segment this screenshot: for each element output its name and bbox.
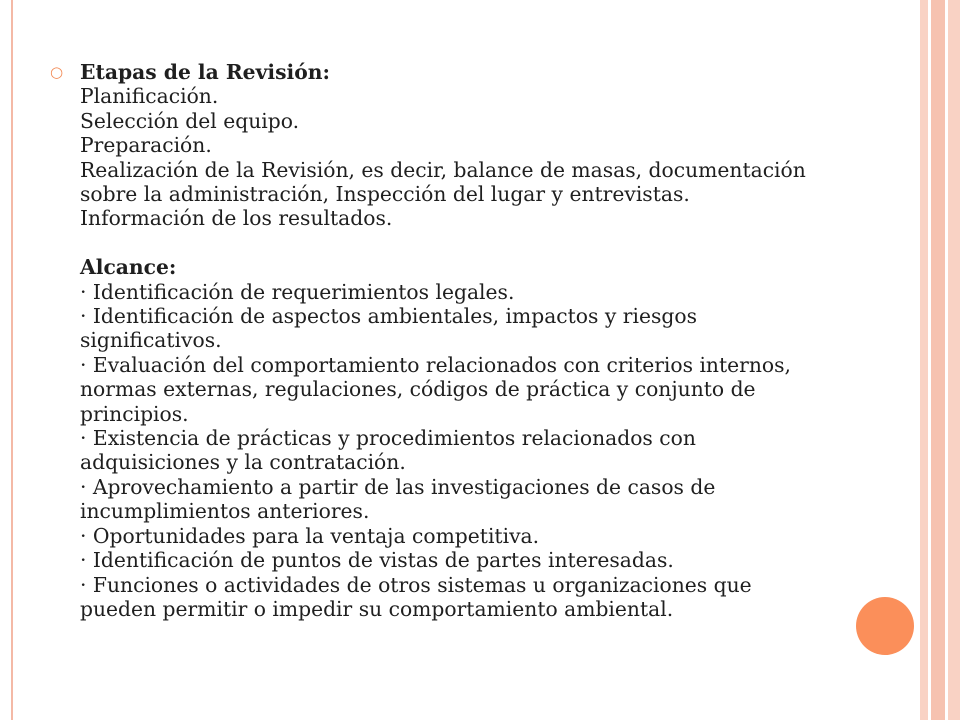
scope-item-line: · Identificación de puntos de vistas de partes interesadas.: [80, 548, 674, 573]
stage-item: sobre la administración, Inspección del lugar y entrevistas.: [80, 182, 690, 207]
scope-item: [80, 524, 910, 548]
scope-item: [80, 573, 910, 622]
scope-item-line: incumplimientos anteriores.: [80, 499, 370, 524]
left-border-line: [11, 0, 13, 720]
section-spacer: [80, 231, 910, 255]
scope-item-line: · Evaluación del comportamiento relacionados con criterios internos,: [80, 352, 791, 377]
scope-item-line: · Funciones o actividades de otros sistemas u organizaciones que: [80, 572, 752, 597]
scope-item-line: pueden permitir o impedir su comportamiento ambiental.: [80, 596, 674, 621]
scope-item-line: adquisiciones y la contratación.: [80, 450, 406, 475]
scope-item: [80, 353, 910, 426]
scope-item: [80, 280, 910, 304]
scope-item: [80, 304, 910, 353]
scope-item-line: · Identificación de aspectos ambientales, impactos y riesgos: [80, 304, 697, 329]
right-stripe: [948, 0, 960, 720]
scope-section: [80, 255, 910, 621]
stage-item: Realización de la Revisión, es decir, balance de masas, documentación: [80, 157, 806, 182]
stage-item: Selección del equipo.: [80, 108, 300, 133]
slide-body: [80, 60, 910, 621]
scope-item-line: · Existencia de prácticas y procedimientos relacionados con: [80, 426, 696, 451]
stages-section: [80, 60, 910, 231]
scope-heading: Alcance:: [80, 255, 177, 280]
scope-item-line: principios.: [80, 401, 189, 426]
scope-item-line: normas externas, regulaciones, códigos de práctica y conjunto de: [80, 377, 756, 402]
scope-item-line: · Oportunidades para la ventaja competitiva.: [80, 523, 540, 548]
bullet-icon: ○: [50, 63, 64, 81]
stage-item: Planificación.: [80, 84, 219, 109]
stage-item: Preparación.: [80, 133, 212, 158]
right-stripe: [920, 0, 928, 720]
scope-item-line: significativos.: [80, 328, 222, 353]
stages-heading: Etapas de la Revisión:: [80, 60, 330, 84]
scope-item-line: · Aprovechamiento a partir de las investigaciones de casos de: [80, 474, 716, 499]
scope-item: [80, 475, 910, 524]
stage-item: Información de los resultados.: [80, 206, 393, 231]
scope-item: [80, 548, 910, 572]
right-stripe: [931, 0, 945, 720]
scope-item: [80, 426, 910, 475]
scope-item-line: · Identificación de requerimientos legales.: [80, 279, 515, 304]
